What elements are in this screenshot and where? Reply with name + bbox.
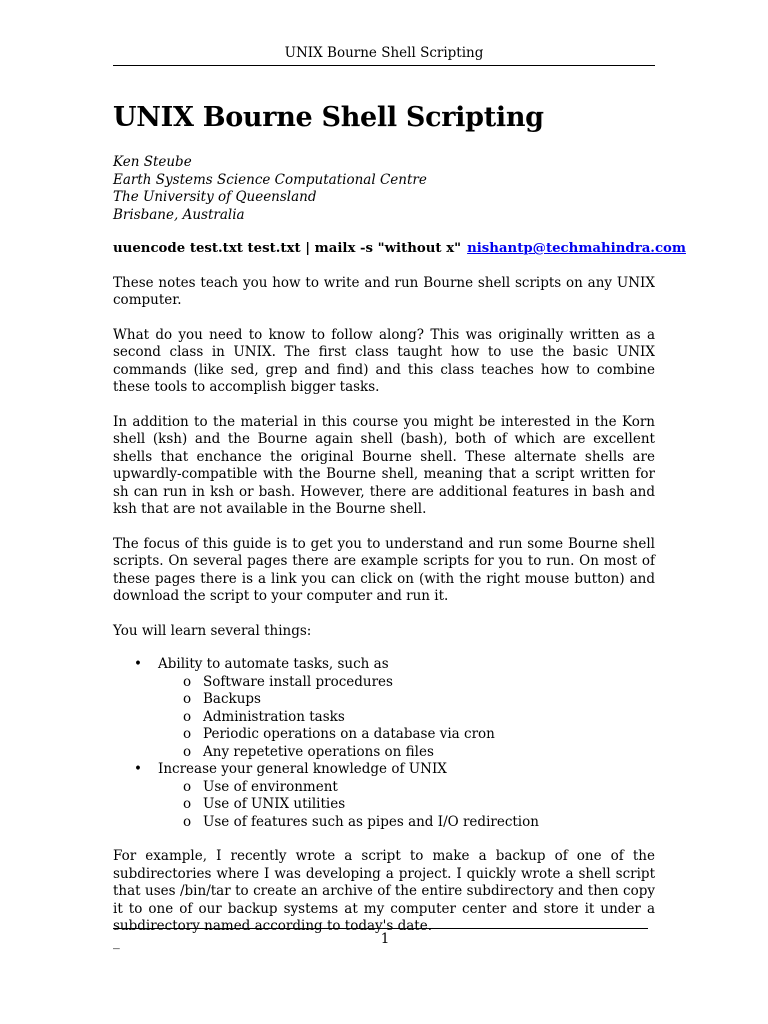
sub-bullet-icon: o <box>183 708 192 725</box>
running-header: UNIX Bourne Shell Scripting <box>113 44 655 66</box>
list-item-label: Increase your general knowledge of UNIX <box>158 761 447 777</box>
list-item-label: Ability to automate tasks, such as <box>158 656 389 672</box>
email-link[interactable]: nishantp@techmahindra.com <box>467 241 686 256</box>
paragraph-example: For example, I recently wrote a script to make a backup of one of the subdirectories where I was developing a project. I quickly wrote a shell script that uses /bin/tar to create an archive of the entire subdirectory and then copy it to one of our backup systems at my computer center and store it under a subdirectory named according to today's date. <box>113 848 655 934</box>
sub-list-item-label: Periodic operations on a database via cron <box>203 726 495 742</box>
paragraph-follow-along: What do you need to know to follow along? This was originally written as a second class in UNIX. The first class taught how to use the basic UNIX commands (like sed, grep and find) and this class teaches how to combine these tools to accomplish bigger tasks. <box>113 326 655 395</box>
sub-bullet-icon: o <box>183 691 192 707</box>
sub-list-item <box>158 744 655 762</box>
document-title: UNIX Bourne Shell Scripting <box>113 102 544 133</box>
author-name: Ken Steube <box>113 154 192 170</box>
paragraph-focus: The focus of this guide is to get you to understand and run some Bourne shell scripts. On several pages there are example scripts for you to run. On most of these pages there is a link you can click on (with the right mouse button) and download the script to your computer and run it. <box>113 535 655 604</box>
footer-divider <box>113 928 648 929</box>
sub-list-item <box>158 691 655 709</box>
sub-bullet-icon: o <box>183 796 192 812</box>
bullet-icon: • <box>134 656 142 672</box>
sub-list-item <box>158 709 655 727</box>
sub-bullet-icon: o <box>183 743 192 760</box>
sub-list-item <box>158 674 655 692</box>
sub-list-item <box>158 796 655 814</box>
sub-list-item-label: Use of environment <box>203 778 338 795</box>
sub-list <box>158 779 655 832</box>
sub-bullet-icon: o <box>183 813 192 830</box>
command-line <box>113 240 686 258</box>
learn-list <box>113 656 655 831</box>
paragraph-other-shells: In addition to the material in this course you might be interested in the Korn shell (ksh) and the Bourne again shell (bash), both of which are excellent shells that enchance the original Bourne shell. These alternate shells are upwardly-compatible with the Bourne shell, meaning that a script written for sh can run in ksh or bash. However, there are additional features in bash and ksh that are not available in the Bourne shell. <box>113 413 655 517</box>
sub-list <box>158 674 655 762</box>
command-text: uuencode test.txt test.txt | mailx -s "without x" <box>113 241 462 256</box>
bullet-icon: • <box>134 761 142 777</box>
list-item <box>113 761 655 831</box>
author-block <box>113 154 655 224</box>
sub-list-item-label: Administration tasks <box>203 708 345 725</box>
sub-list-item-label: Any repetetive operations on files <box>203 743 434 760</box>
sub-list-item-label: Use of features such as pipes and I/O redirection <box>203 813 539 830</box>
author-location: Brisbane, Australia <box>113 206 245 223</box>
author-university: The University of Queensland <box>113 189 317 205</box>
sub-list-item <box>158 779 655 797</box>
paragraph-intro: These notes teach you how to write and run Bourne shell scripts on any UNIX computer. <box>113 274 655 308</box>
sub-list-item <box>158 814 655 832</box>
sub-bullet-icon: o <box>183 673 192 690</box>
sub-bullet-icon: o <box>183 778 192 795</box>
list-item <box>113 656 655 761</box>
sub-list-item-label: Software install procedures <box>203 673 393 690</box>
sub-list-item-label: Backups <box>203 691 261 707</box>
author-organization: Earth Systems Science Computational Centre <box>113 171 427 188</box>
paragraph-learn: You will learn several things: <box>113 622 312 639</box>
page-content <box>113 101 686 953</box>
footnote-mark: _ <box>113 934 120 950</box>
sub-list-item-label: Use of UNIX utilities <box>203 796 346 812</box>
sub-list-item <box>158 726 655 744</box>
sub-bullet-icon: o <box>183 726 192 742</box>
page-number: 1 <box>380 931 390 947</box>
